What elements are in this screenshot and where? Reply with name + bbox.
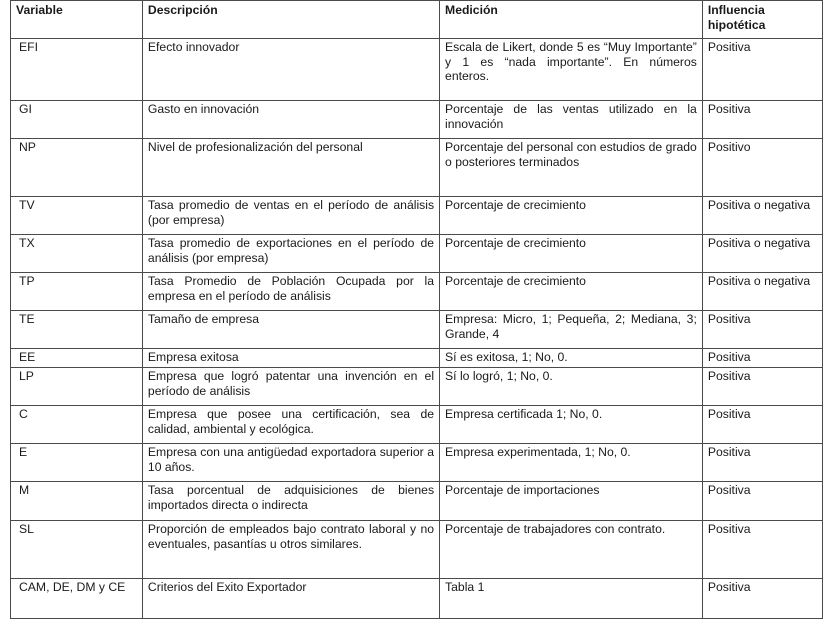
header-variable: Variable — [11, 1, 143, 39]
cell-descripcion: Empresa con una antigüedad exportadora superior a 10 años. — [142, 444, 439, 482]
header-descripcion: Descripción — [142, 1, 439, 39]
table-header-row — [11, 1, 823, 39]
cell-descripcion: Criterios del Exito Exportador — [142, 579, 439, 619]
cell-descripcion: Proporción de empleados bajo contrato laboral y no eventuales, pasantías u otros similares. — [142, 521, 439, 579]
cell-medicion: Porcentaje de importaciones — [440, 482, 703, 521]
cell-variable: EFI — [11, 39, 143, 101]
table-row — [11, 368, 823, 406]
cell-medicion: Empresa: Micro, 1; Pequeña, 2; Mediana, 3; Grande, 4 — [440, 311, 703, 349]
table-row — [11, 444, 823, 482]
cell-variable: NP — [11, 139, 143, 197]
table-row — [11, 482, 823, 521]
cell-variable: C — [11, 406, 143, 444]
cell-influencia: Positiva o negativa — [702, 273, 822, 311]
cell-medicion: Porcentaje de crecimiento — [440, 197, 703, 235]
cell-medicion: Porcentaje de las ventas utilizado en la innovación — [440, 101, 703, 139]
table-row — [11, 406, 823, 444]
cell-medicion: Porcentaje de trabajadores con contrato. — [440, 521, 703, 579]
cell-influencia: Positiva o negativa — [702, 197, 822, 235]
cell-variable: GI — [11, 101, 143, 139]
cell-medicion: Tabla 1 — [440, 579, 703, 619]
cell-descripcion: Nivel de profesionalización del personal — [142, 139, 439, 197]
cell-descripcion: Tasa promedio de exportaciones en el período de análisis (por empresa) — [142, 235, 439, 273]
cell-medicion: Porcentaje de crecimiento — [440, 273, 703, 311]
cell-variable: CAM, DE, DM y CE — [11, 579, 143, 619]
cell-influencia: Positiva — [702, 406, 822, 444]
table-row — [11, 349, 823, 368]
cell-influencia: Positiva — [702, 349, 822, 368]
cell-influencia: Positivo — [702, 139, 822, 197]
cell-variable: EE — [11, 349, 143, 368]
cell-influencia: Positiva o negativa — [702, 235, 822, 273]
cell-medicion: Sí lo logró, 1; No, 0. — [440, 368, 703, 406]
cell-influencia: Positiva — [702, 311, 822, 349]
cell-descripcion: Efecto innovador — [142, 39, 439, 101]
cell-descripcion: Tasa Promedio de Población Ocupada por la empresa en el período de análisis — [142, 273, 439, 311]
cell-variable: TV — [11, 197, 143, 235]
cell-descripcion: Empresa que logró patentar una invención en el período de análisis — [142, 368, 439, 406]
cell-influencia: Positiva — [702, 444, 822, 482]
table-row — [11, 39, 823, 101]
cell-variable: TE — [11, 311, 143, 349]
cell-influencia: Positiva — [702, 482, 822, 521]
cell-variable: E — [11, 444, 143, 482]
cell-variable: TP — [11, 273, 143, 311]
table-row — [11, 139, 823, 197]
cell-influencia: Positiva — [702, 39, 822, 101]
cell-variable: LP — [11, 368, 143, 406]
table-row — [11, 311, 823, 349]
cell-medicion: Empresa experimentada, 1; No, 0. — [440, 444, 703, 482]
cell-medicion: Porcentaje del personal con estudios de grado o posteriores terminados — [440, 139, 703, 197]
cell-medicion: Porcentaje de crecimiento — [440, 235, 703, 273]
header-influencia: Influencia hipotética — [702, 1, 822, 39]
table-row — [11, 101, 823, 139]
cell-influencia: Positiva — [702, 521, 822, 579]
table-row — [11, 197, 823, 235]
header-medicion: Medición — [440, 1, 703, 39]
cell-influencia: Positiva — [702, 101, 822, 139]
cell-medicion: Sí es exitosa, 1; No, 0. — [440, 349, 703, 368]
cell-medicion: Empresa certificada 1; No, 0. — [440, 406, 703, 444]
cell-descripcion: Tasa promedio de ventas en el período de análisis (por empresa) — [142, 197, 439, 235]
cell-descripcion: Empresa exitosa — [142, 349, 439, 368]
cell-influencia: Positiva — [702, 368, 822, 406]
variables-table — [10, 0, 823, 619]
cell-variable: M — [11, 482, 143, 521]
cell-medicion: Escala de Likert, donde 5 es “Muy Importante” y 1 es “nada importante”. En números enteros. — [440, 39, 703, 101]
cell-descripcion: Tasa porcentual de adquisiciones de bienes importados directa o indirecta — [142, 482, 439, 521]
table-row — [11, 521, 823, 579]
cell-descripcion: Gasto en innovación — [142, 101, 439, 139]
cell-descripcion: Empresa que posee una certificación, sea de calidad, ambiental y ecológica. — [142, 406, 439, 444]
table-row — [11, 235, 823, 273]
table-row — [11, 579, 823, 619]
cell-variable: SL — [11, 521, 143, 579]
cell-influencia: Positiva — [702, 579, 822, 619]
cell-variable: TX — [11, 235, 143, 273]
table-row — [11, 273, 823, 311]
cell-descripcion: Tamaño de empresa — [142, 311, 439, 349]
